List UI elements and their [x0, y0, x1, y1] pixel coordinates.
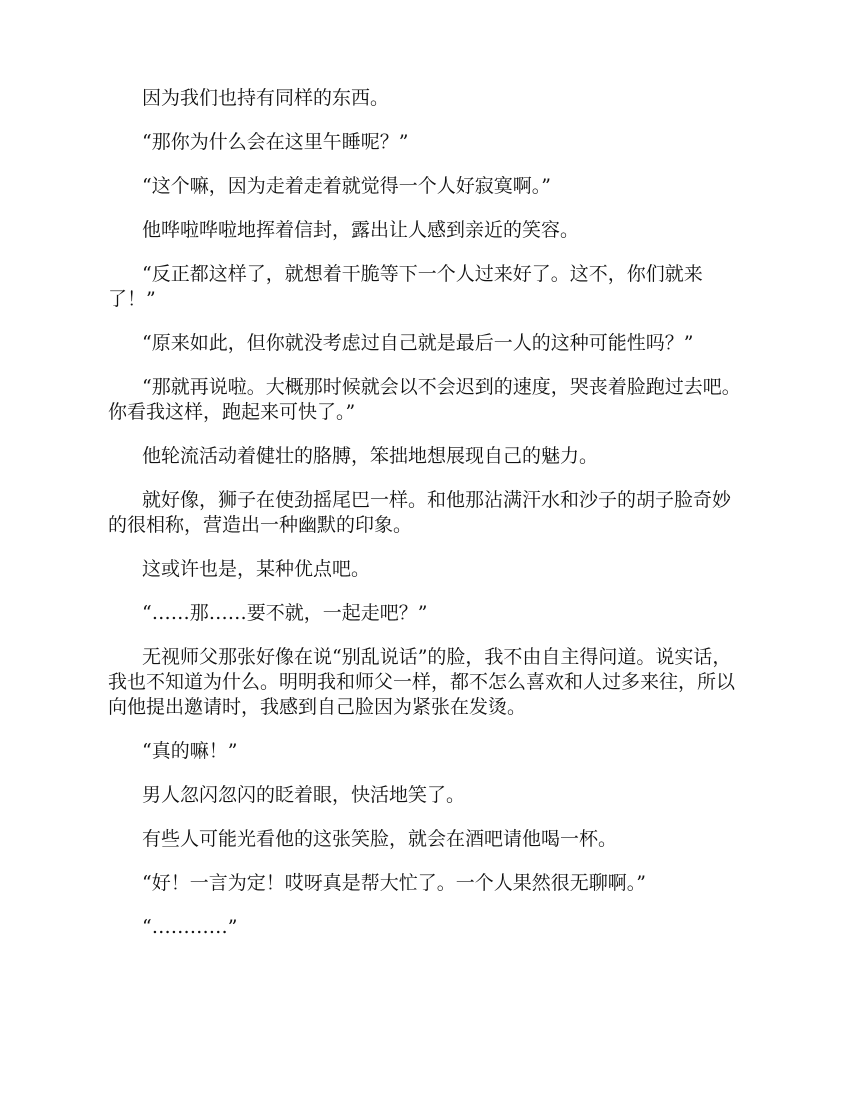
paragraph: 就好像，狮子在使劲摇尾巴一样。和他那沾满汗水和沙子的胡子脸奇妙的很相称，营造出一种幽默的印象。 — [108, 489, 732, 536]
paragraph: 有些人可能光看他的这张笑脸，就会在酒吧请他喝一杯。 — [142, 828, 618, 850]
paragraph: “那就再说啦。大概那时候就会以不会迟到的速度，哭丧着脸跑过去吧。你看我这样，跑起来可快了。” — [108, 376, 741, 423]
paragraph: “好！一言为定！哎呀真是帮大忙了。一个人果然很无聊啊。” — [142, 872, 646, 894]
paragraph: “这个嘛，因为走着走着就觉得一个人好寂寞啊。” — [142, 175, 551, 197]
paragraph: “……那……要不就，一起走吧？” — [142, 602, 428, 624]
paragraph: “原来如此，但你就没考虑过自己就是最后一人的这种可能性吗？” — [142, 332, 694, 354]
paragraph: “…………” — [142, 916, 238, 938]
document-page — [108, 86, 748, 959]
paragraph: 这或许也是，某种优点吧。 — [142, 558, 371, 580]
paragraph: 男人忽闪忽闪的眨着眼，快活地笑了。 — [142, 784, 466, 806]
paragraph: 他轮流活动着健壮的胳膊，笨拙地想展现自己的魅力。 — [142, 445, 599, 467]
paragraph: “真的嘛！” — [142, 740, 238, 762]
paragraph: 无视师父那张好像在说“别乱说话”的脸，我不由自主得问道。说实话，我也不知道为什么。明明我和师父一样，都不怎么喜欢和人过多来往，所以向他提出邀请时，我感到自己脸因为紧张在发烫。 — [108, 646, 736, 718]
paragraph: 因为我们也持有同样的东西。 — [142, 87, 390, 109]
paragraph: “反正都这样了，就想着干脆等下一个人过来好了。这不，你们就来了！” — [108, 263, 703, 310]
paragraph: 他哗啦哗啦地挥着信封，露出让人感到亲近的笑容。 — [142, 219, 580, 241]
paragraph: “那你为什么会在这里午睡呢？” — [142, 131, 409, 153]
